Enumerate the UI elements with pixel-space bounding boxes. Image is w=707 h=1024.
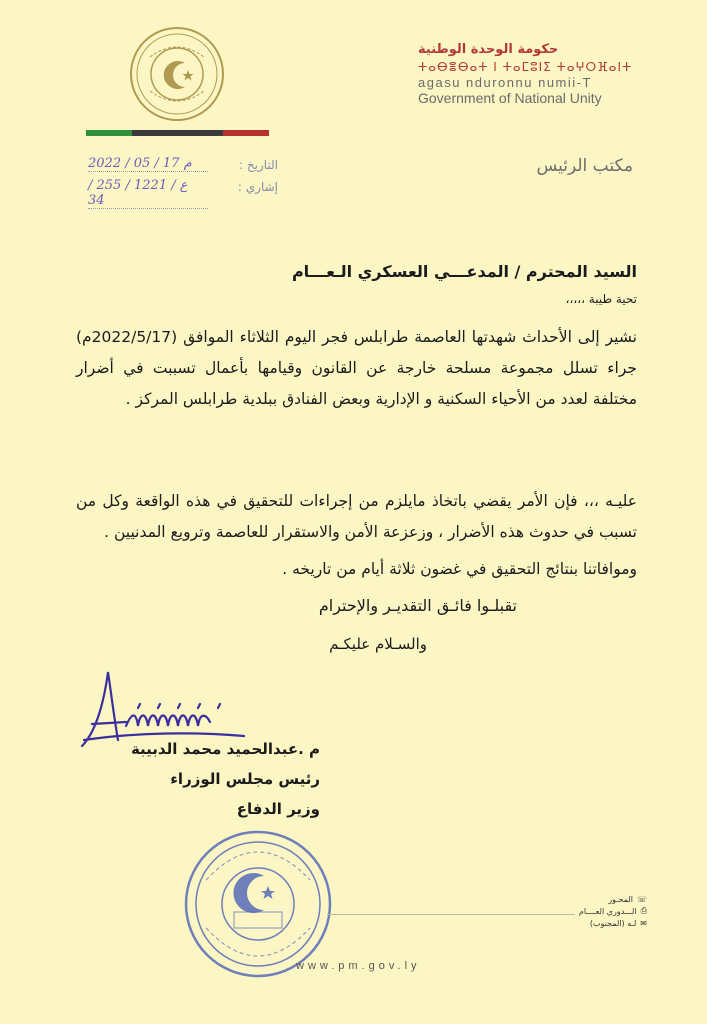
footer-contacts <box>327 893 647 929</box>
flag-green-segment <box>86 130 132 136</box>
reference-row <box>88 178 278 208</box>
footer-row-1-label: المحـور <box>608 894 633 904</box>
gov-name-english: Government of National Unity <box>418 90 602 106</box>
closing-phrase: تقبلـوا فائـق التقديـر والإحترام <box>318 596 517 615</box>
footer-divider-line <box>327 914 575 915</box>
footer-row <box>327 905 647 917</box>
official-stamp <box>182 828 334 980</box>
greeting: تحية طيبة ،،،،، <box>565 292 637 306</box>
gov-name-arabic: حكومة الوحدة الوطنية <box>418 42 559 57</box>
salutation: والسـلام عليكـم <box>329 635 427 653</box>
footer-row <box>327 893 647 905</box>
footer-row <box>327 917 647 929</box>
flag-red-segment <box>223 130 269 136</box>
paragraph-3: وموافاتنا بنتائج التحقيق في غضون ثلاثة أيام من تاريخه . <box>282 560 637 578</box>
letter-meta <box>88 156 278 208</box>
signer-title-defense: وزير الدفاع <box>236 800 320 818</box>
office-title: مكتب الرئيس <box>536 156 633 176</box>
reference-value: ع / 1221 / 255 / 34 <box>88 178 208 209</box>
government-header <box>418 42 668 106</box>
gov-name-latin: agasu nduronnu numii-T <box>418 75 592 90</box>
paragraph-1: نشير إلى الأحداث شهدتها العاصمة طرابلس فجر اليوم الثلاثاء الموافق (2022/5/17م) جراء تسلل مجموعة مسلحة خارجة عن القانون وقيامها بأعمال تسببت في أضرار مختلفة لعدد من الأحياء السكنية و الإدارية وبعض الفنادق ببلدية طرابلس المركز . <box>76 328 637 408</box>
signer-title-pm: رئيس مجلس الوزراء <box>170 770 320 788</box>
footer-row-2-label: الـــدوري العــــام <box>578 906 637 916</box>
phone-icon: ☏ <box>636 894 647 904</box>
date-label: التاريخ : <box>238 158 278 172</box>
addressee: السيد المحترم / المدعـــي العسكري الـعـــام <box>291 262 637 281</box>
gov-name-tifinagh: ⵜⴰⴱⴻⴱⴰⵜ ⵏ ⵜⴰⵎⵓⵏⵉ ⵜⴰⵖⵔⴼⴰⵏⵜ <box>418 60 633 74</box>
signer-name: م .عبدالحميد محمد الدبيبة <box>130 740 320 758</box>
paragraph-2: عليـه ،،، فإن الأمر يقضي باتخاذ مايلزم من إجراءات للتحقيق في هذه الواقعة وكل من تسبب في حدوث هذه الأضرار ، وزعزعة الأمن والاستقرار للعاصمة وترويع المدنيين . <box>76 492 637 541</box>
date-row <box>88 156 278 178</box>
reference-label: إشاري : <box>237 180 278 194</box>
fax-icon: ⎙ <box>640 906 647 915</box>
flag-black-segment <box>132 130 178 136</box>
government-emblem <box>128 25 226 123</box>
mail-icon: ✉ <box>640 918 647 928</box>
signer-block <box>40 734 320 824</box>
flag-color-bar <box>86 130 269 136</box>
flag-black-segment <box>178 130 224 136</box>
footer-row-3-label: لـه (المجنوب) <box>589 918 637 928</box>
date-value: 2022 / 05 / 17 م <box>88 156 208 172</box>
website-url: www.pm.gov.ly <box>296 960 421 972</box>
